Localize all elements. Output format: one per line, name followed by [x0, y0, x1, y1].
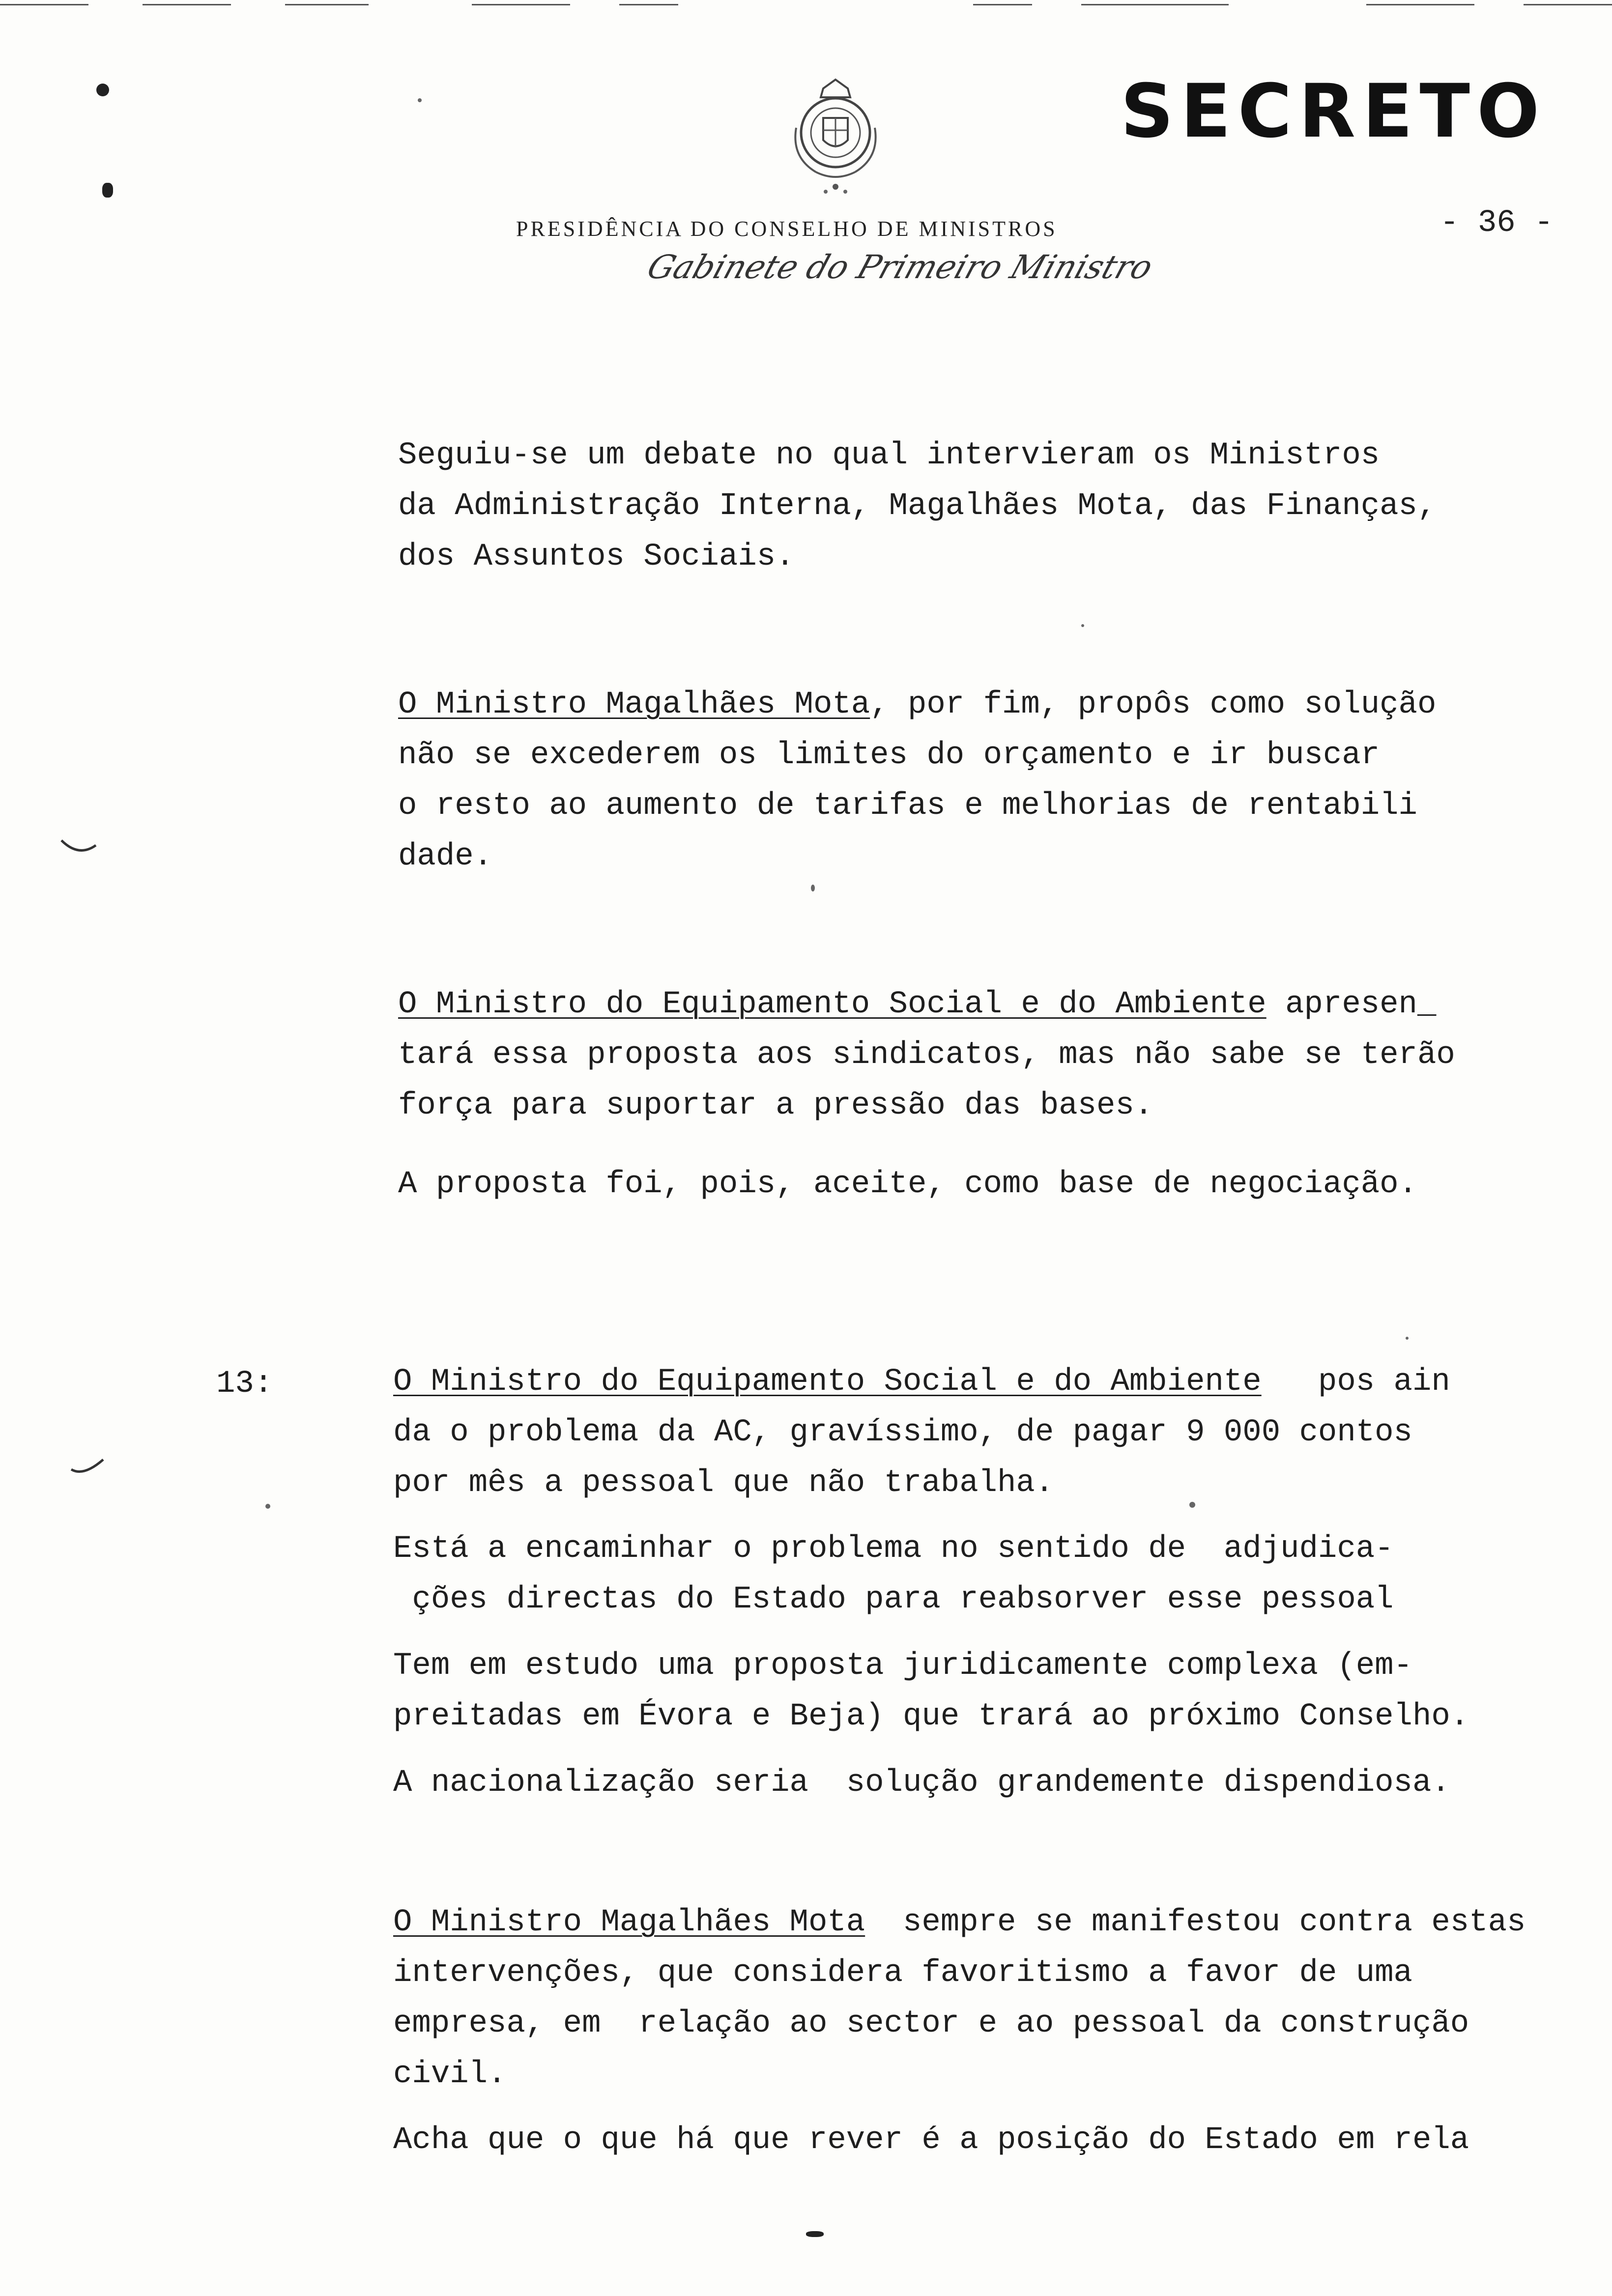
text-line: da o problema da AC, gravíssimo, de pagar 9 000 contos — [393, 1415, 1412, 1450]
text-line: não se excederem os limites do orçamento e ir buscar — [398, 738, 1380, 773]
item-number: 13: — [216, 1366, 273, 1402]
text-line: A nacionalização seria solução grandemente dispendiosa. — [393, 1765, 1450, 1801]
page-number: - 36 - — [1440, 205, 1554, 241]
text-line: o resto ao aumento de tarifas e melhorias de rentabili — [398, 788, 1417, 824]
scan-edge-line — [973, 4, 1032, 5]
office-handwritten-label: Gabinete do Primeiro Ministro — [642, 248, 1158, 286]
text-fragment: , por fim, propôs como solução — [870, 687, 1437, 722]
text-line: Tem em estudo uma proposta juridicamente complexa (em- — [393, 1648, 1412, 1684]
coat-of-arms-seal — [777, 74, 894, 201]
scan-edge-line — [472, 4, 570, 5]
text-line — [393, 1907, 1526, 1938]
text-line: da Administração Interna, Magalhães Mota, das Finanças, — [398, 488, 1437, 524]
text-line: empresa, em relação ao sector e ao pessoal da construção — [393, 2006, 1469, 2041]
speck-mark — [1189, 1502, 1195, 1508]
scan-edge-line — [143, 4, 231, 5]
bottom-smudge-mark — [806, 2231, 824, 2237]
punch-hole-mark — [102, 183, 113, 198]
text-line: A proposta foi, pois, aceite, como base de negociação. — [398, 1167, 1417, 1202]
secret-stamp: SECRETO — [1121, 69, 1547, 154]
speck-mark — [418, 98, 422, 102]
text-fragment: apresen_ — [1266, 987, 1437, 1022]
speaker-name: O Ministro do Equipamento Social e do Ambiente — [398, 987, 1267, 1022]
text-line — [398, 989, 1436, 1020]
speaker-name: O Ministro Magalhães Mota — [393, 1905, 865, 1940]
text-line: Está a encaminhar o problema no sentido de adjudica- — [393, 1531, 1394, 1567]
punch-hole-mark — [96, 84, 109, 96]
scan-edge-line — [1366, 4, 1474, 5]
text-line: preitadas em Évora e Beja) que trará ao próximo Conselho. — [393, 1699, 1469, 1734]
speaker-name: O Ministro do Equipamento Social e do Ambiente — [393, 1364, 1262, 1400]
text-line: ções directas do Estado para reabsorver esse pessoal — [393, 1582, 1394, 1617]
text-line — [393, 1366, 1450, 1398]
text-line: por mês a pessoal que não trabalha. — [393, 1465, 1054, 1501]
text-line: civil. — [393, 2057, 507, 2092]
scan-edge-line — [0, 4, 88, 5]
speck-mark — [1406, 1337, 1409, 1340]
text-line: Acha que o que há que rever é a posição do Estado em rela — [393, 2123, 1469, 2158]
text-fragment: pos ain — [1261, 1364, 1450, 1400]
text-line: força para suportar a pressão das bases. — [398, 1088, 1153, 1123]
text-line — [398, 689, 1436, 720]
scan-edge-line — [285, 4, 369, 5]
scan-edge-line — [1524, 4, 1612, 5]
text-line: dos Assuntos Sociais. — [398, 539, 795, 574]
text-fragment: sempre se manifestou contra estas — [865, 1905, 1526, 1940]
text-line: intervenções, que considera favoritismo a favor de uma — [393, 1955, 1412, 1991]
text-line: dade. — [398, 839, 493, 874]
scan-edge-line — [619, 4, 678, 5]
text-line: tará essa proposta aos sindicatos, mas não sabe se terão — [398, 1037, 1455, 1073]
scan-edge-line — [1081, 4, 1229, 5]
speaker-name: O Ministro Magalhães Mota — [398, 687, 870, 722]
speck-mark — [265, 1504, 270, 1509]
margin-bracket-mark — [59, 835, 98, 865]
text-line: Seguiu-se um debate no qual intervieram os Ministros — [398, 438, 1380, 473]
speck-mark — [1081, 624, 1084, 627]
institution-header: PRESIDÊNCIA DO CONSELHO DE MINISTROS — [516, 217, 1058, 241]
margin-tick-mark — [69, 1455, 108, 1484]
speck-mark — [811, 885, 815, 891]
